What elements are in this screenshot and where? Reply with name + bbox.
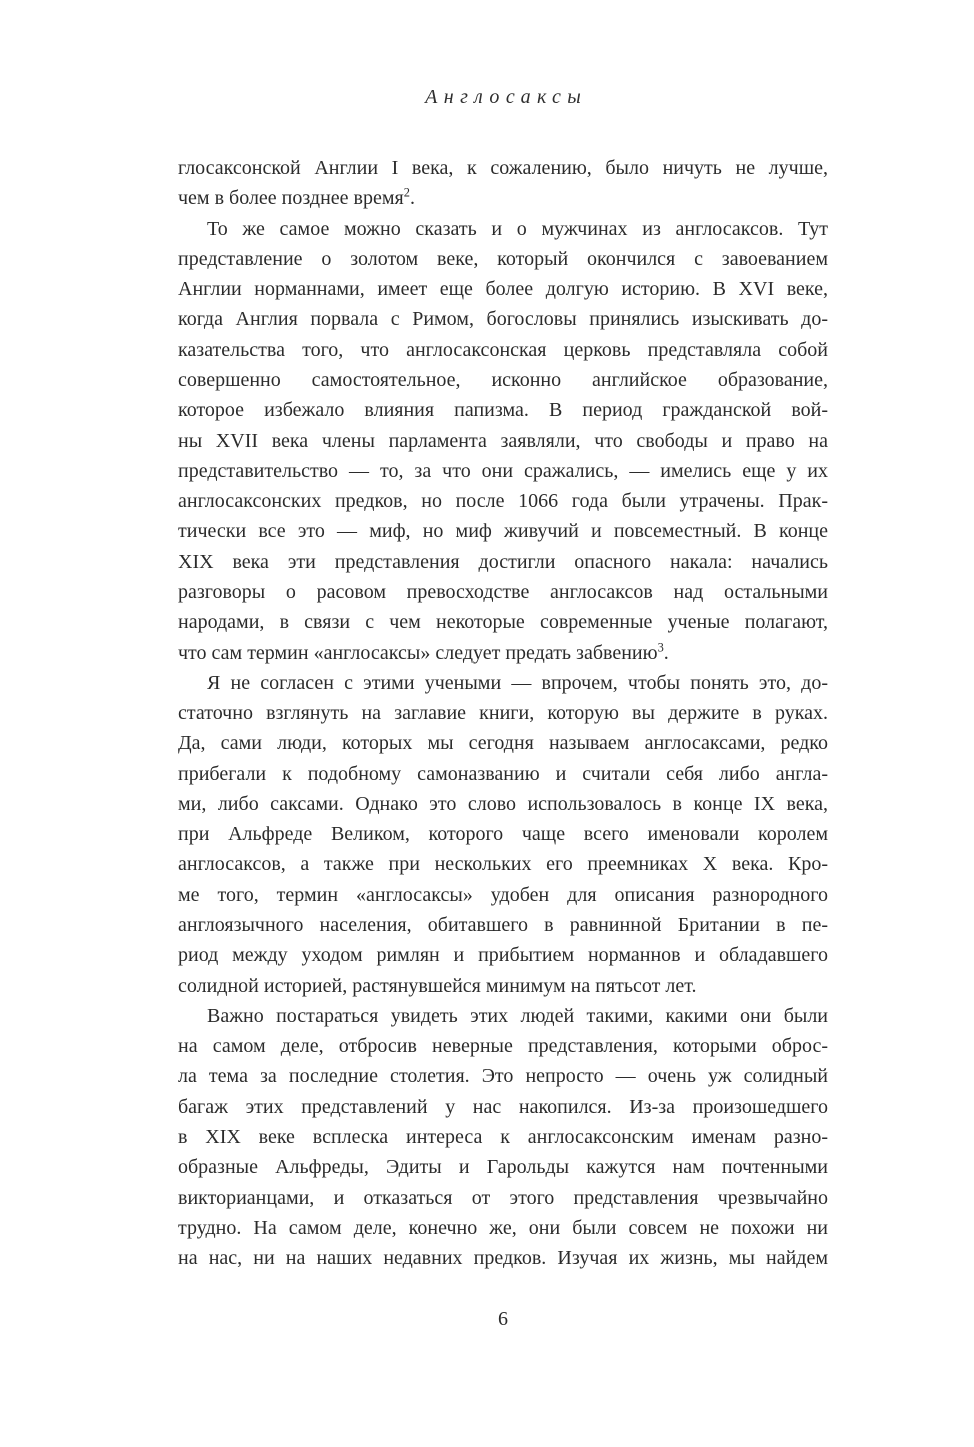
text-line: народами, в связи с чем некоторые современные ученые полагают, <box>178 611 828 634</box>
text-line: представительство — то, за что они сражались, — имелись еще у их <box>178 459 828 482</box>
text-line: глосаксонской Англии I века, к сожалению, было ничуть не лучше, <box>178 157 828 179</box>
paragraph <box>178 214 828 668</box>
text-line: викторианцами, и отказаться от этого представления чрезвычайно <box>178 1186 828 1209</box>
text-line: чем в более позднее время$^2$. <box>178 185 415 210</box>
text-line: на самом деле, отбросив неверные представления, которыми оброс- <box>178 1035 828 1058</box>
text-line: совершенно самостоятельное, исконно английское образование, <box>178 368 828 391</box>
running-head: Англосаксы <box>425 86 588 108</box>
text-line: тически все это — миф, но миф живучий и повсеместный. В конце <box>178 520 828 543</box>
text-line: Англии норманнами, имеет еще более долгую историю. В XVI веке, <box>178 278 828 301</box>
text-line: при Альфреде Великом, которого чаще всего именовали королем <box>178 823 828 846</box>
text-line: ла тема за последние столетия. Это непросто — очень уж солидный <box>178 1065 828 1088</box>
text-line: образные Альфреды, Эдиты и Гарольды кажутся нам почтенными <box>178 1156 828 1179</box>
text-line: трудно. На самом деле, конечно же, они были совсем не похожи ни <box>178 1216 828 1239</box>
text-line: То же самое можно сказать и о мужчинах из англосаксов. Тут <box>207 217 828 240</box>
text-line: что сам термин «англосаксы» следует предать забвению$^3$. <box>178 639 669 664</box>
text-line: казательства того, что англосаксонская церковь представляла собой <box>178 338 828 361</box>
paragraph <box>178 668 828 1001</box>
text-line: Да, сами люди, которых мы сегодня называем англосаксами, редко <box>178 732 828 755</box>
footnote-ref: 2 <box>403 185 410 200</box>
footnote-ref: 3 <box>657 639 664 654</box>
text-line: статочно взглянуть на заглавие книги, которую вы держите в руках. <box>178 702 828 725</box>
text-line: Важно постараться увидеть этих людей такими, какими они были <box>207 1004 828 1027</box>
body-text <box>178 153 828 1273</box>
text-line: ны XVII века члены парламента заявляли, что свободы и право на <box>178 429 828 452</box>
paragraph <box>178 153 828 214</box>
text-line: в XIX веке всплеска интереса к англосаксонским именам разно- <box>178 1126 828 1148</box>
text-line: солидной историей, растянувшейся минимум на пятьсот лет. <box>178 974 697 997</box>
text-line: представление о золотом веке, который окончился с завоеванием <box>178 247 828 270</box>
text-line: Я не согласен с этими учеными — впрочем, чтобы понять это, до- <box>207 671 828 694</box>
text-line: англосаксонских предков, но после 1066 года были утрачены. Прак- <box>178 490 828 513</box>
text-line: которое избежало влияния папизма. В период гражданской вой- <box>178 399 828 422</box>
text-line: риод между уходом римлян и прибытием норманнов и обладавшего <box>178 944 828 967</box>
text-line: разговоры о расовом превосходстве англосаксов над остальными <box>178 580 828 603</box>
text-line: ми, либо саксами. Однако это слово использовалось в конце IX века, <box>178 792 828 815</box>
text-line: багаж этих представлений у нас накопился. Из-за произошедшего <box>178 1095 828 1118</box>
text-line: англоязычного населения, обитавшего в равнинной Британии в пе- <box>178 914 828 937</box>
page-number: 6 <box>498 1308 508 1330</box>
text-line: когда Англия порвала с Римом, богословы принялись изыскивать до- <box>178 308 828 331</box>
text-line: XIX века эти представления достигли опасного накала: начались <box>178 550 828 573</box>
text-line: на нас, ни на наших недавних предков. Изучая их жизнь, мы найдем <box>178 1247 828 1270</box>
text-line: ме того, термин «англосаксы» удобен для описания разнородного <box>178 883 828 906</box>
text-line: англосаксов, а также при нескольких его преемниках X века. Кро- <box>178 853 828 876</box>
text-line: прибегали к подобному самоназванию и считали себя либо англа- <box>178 762 828 785</box>
paragraph <box>178 1001 828 1274</box>
